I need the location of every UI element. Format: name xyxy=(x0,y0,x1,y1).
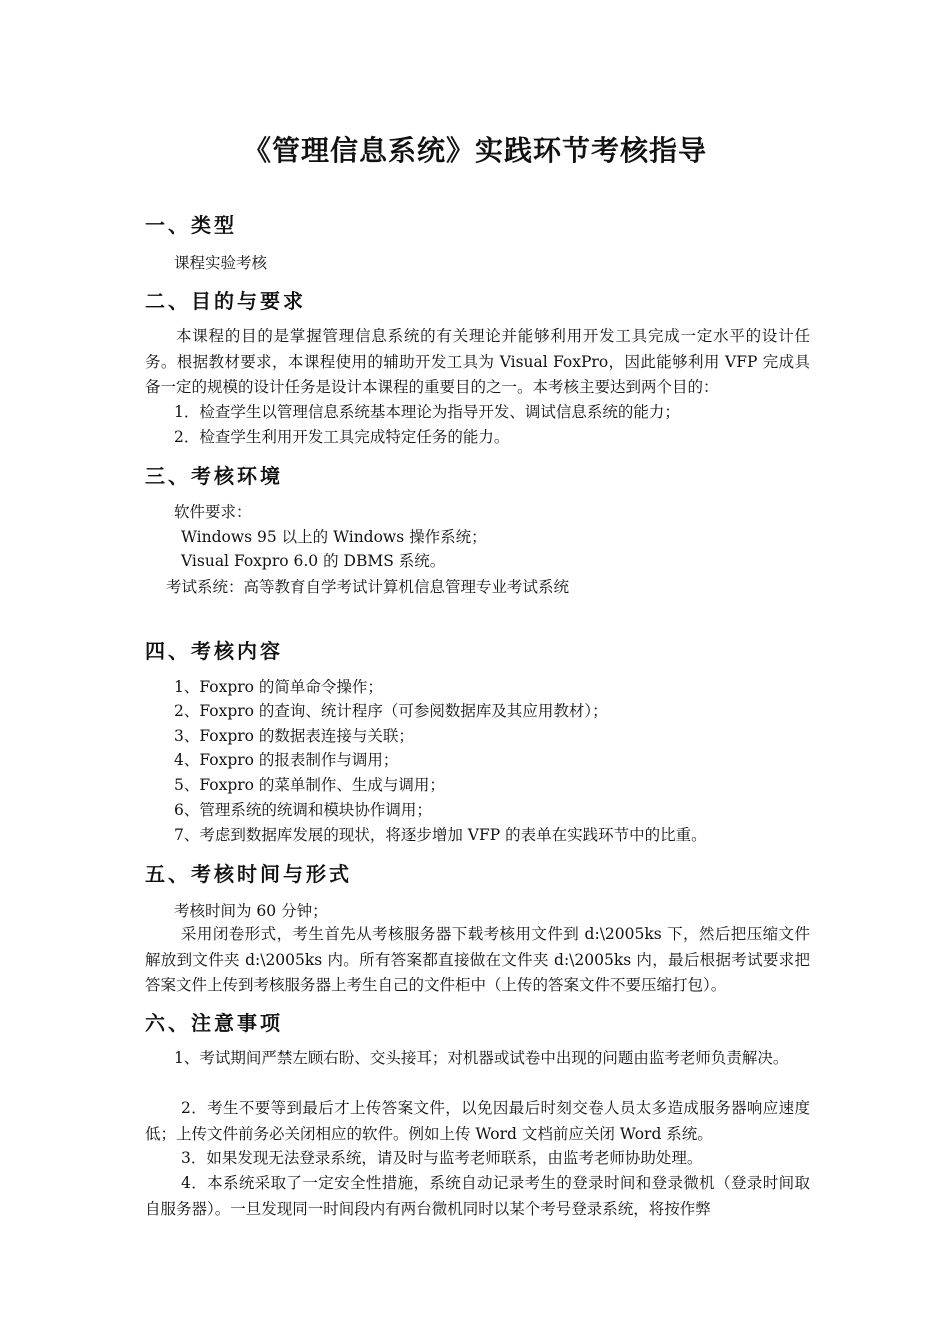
section-heading-purpose: 二、目的与要求 xyxy=(145,289,306,313)
content-item-3: 3、Foxpro 的数据表连接与关联； xyxy=(174,727,414,745)
purpose-paragraph: 本课程的目的是掌握管理信息系统的有关理论并能够利用开发工具完成一定水平的设计任务。根据教材要求，本课程使用的辅助开发工具为 Visual FoxPro，因此能够利用 VFP 完成具备一定的规模的设计任务是设计本课程的重要目的之一。本考核主要达到两个目的： xyxy=(145,327,810,396)
section-heading-environment: 三、考核环境 xyxy=(145,464,283,488)
type-text: 课程实验考核 xyxy=(174,254,268,272)
note-item-4: 4．本系统采取了一定安全性措施，系统自动记录考生的登录时间和登录微机（登录时间取自服务器）。一旦发现同一时间段内有两台微机同时以某个考号登录系统，将按作弊 xyxy=(145,1174,810,1218)
content-item-6: 6、管理系统的统调和模块协作调用； xyxy=(174,801,432,819)
section-heading-time-format: 五、考核时间与形式 xyxy=(145,862,352,886)
section-heading-type: 一、类型 xyxy=(145,213,237,237)
software-os: Windows 95 以上的 Windows 操作系统； xyxy=(181,528,487,546)
software-label: 软件要求： xyxy=(174,503,252,521)
software-dbms: Visual Foxpro 6.0 的 DBMS 系统。 xyxy=(181,552,446,570)
content-item-2: 2、Foxpro 的查询、统计程序（可参阅数据库及其应用教材）； xyxy=(174,702,608,720)
document-title: 《管理信息系统》实践环节考核指导 xyxy=(242,134,707,167)
content-item-5: 5、Foxpro 的菜单制作、生成与调用； xyxy=(174,776,445,794)
note-item-2: 2．考生不要等到最后才上传答案文件，以免因最后时刻交卷人员太多造成服务器响应速度低；上传文件前务必关闭相应的软件。例如上传 Word 文档前应关闭 Word 系统。 xyxy=(145,1099,810,1143)
exam-format-paragraph: 采用闭卷形式，考生首先从考核服务器下载考核用文件到 d:\2005ks 下，然后把压缩文件解放到文件夹 d:\2005ks 内。所有答案都直接做在文件夹 d:\2005ks 内，最后根据考试要求把答案文件上传到考核服务器上考生自己的文件柜中（上传的答案文件不要压缩打包）。 xyxy=(145,925,810,994)
exam-time-text: 考核时间为 60 分钟； xyxy=(174,902,328,920)
section-heading-content: 四、考核内容 xyxy=(145,639,283,663)
purpose-item-2: 2．检查学生利用开发工具完成特定任务的能力。 xyxy=(174,428,510,446)
note-item-1: 1、考试期间严禁左顾右盼、交头接耳；对机器或试卷中出现的问题由监考老师负责解决。 xyxy=(174,1049,789,1067)
note-item-3: 3．如果发现无法登录系统，请及时与监考老师联系，由监考老师协助处理。 xyxy=(181,1149,703,1167)
content-item-1: 1、Foxpro 的简单命令操作； xyxy=(174,678,383,696)
exam-system-text: 考试系统：高等教育自学考试计算机信息管理专业考试系统 xyxy=(166,578,570,596)
purpose-item-1: 1．检查学生以管理信息系统基本理论为指导开发、调试信息系统的能力； xyxy=(174,403,680,421)
section-heading-notes: 六、注意事项 xyxy=(145,1011,283,1035)
content-item-4: 4、Foxpro 的报表制作与调用； xyxy=(174,751,399,769)
content-item-7: 7、考虑到数据库发展的现状，将逐步增加 VFP 的表单在实践环节中的比重。 xyxy=(174,826,707,844)
